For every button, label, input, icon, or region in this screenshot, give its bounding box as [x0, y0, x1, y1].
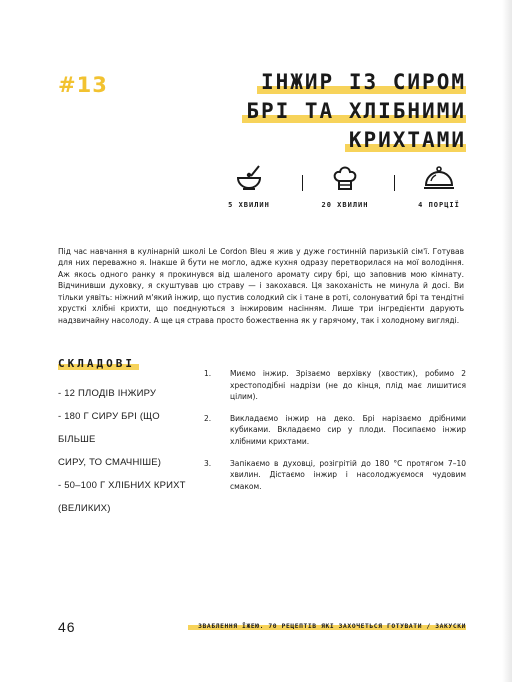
mixing-bowl-icon [234, 163, 264, 193]
step-item [204, 368, 466, 403]
cook-time [310, 163, 380, 209]
step-number: 1. [204, 369, 212, 378]
prep-time-label: 5 ХВИЛИН [228, 201, 270, 209]
prep-time [214, 163, 284, 209]
intro-paragraph: Під час навчання в кулінарній школі Le Cordon Bleu я жив у дуже гостинній паризькій сім'ї. Готував для них переважно я. Інакше й бути не могло, адже кухня одразу перетворилася на мої володіння. Аж якось одного ранку я прокинувся від шаленого аромату сиру брі, що заповнив мою кімнату. Відчинивши духовку, я скуштував цю страву — і закохався. Ця закоханість не минула й досі. Ви тільки уявіть: ніжний м'який інжир, що пустив солодкий сік і тане в роті, солонуватий брі та тендітні хрусткі хлібні крихти, що поєднуються з інжировим насінням. Лише три інгредієнти дарують надзвичайну насолоду. А ще ця страва просто божественна як у гарячому, так і холодному вигляді. [58, 246, 464, 326]
ingredient-line: - 12 ПЛОДІВ ІНЖИРУ [58, 388, 157, 399]
title-line-2: БРІ ТА ХЛІБНИМИ [166, 97, 466, 125]
ingredient-line: - 50–100 Г ХЛІБНИХ КРИХТ [58, 480, 186, 491]
running-title: ЗВАБЛЕННЯ ЇЖЕЮ. 70 РЕЦЕПТІВ ЯКІ ЗАХОЧЕТЬСЯ ГОТУВАТИ / ЗАКУСКИ [188, 623, 466, 630]
ingredient-line: СИРУ, ТО СМАЧНІШЕ) [58, 457, 162, 468]
servings-label: 4 ПОРЦІЇ [418, 201, 460, 209]
recipe-title [166, 68, 466, 155]
servings [404, 163, 474, 209]
ingredient-line: - 180 Г СИРУ БРІ (ЩО БІЛЬШЕ [58, 411, 160, 445]
page-edge-shadow [502, 0, 512, 682]
step-number: 2. [204, 413, 212, 423]
ingredients-list [58, 382, 198, 520]
steps-list [204, 368, 466, 502]
title-line-1: ІНЖИР ІЗ СИРОМ [166, 68, 466, 96]
recipe-number: #13 [58, 73, 108, 97]
meta-divider [302, 175, 303, 191]
step-item [204, 458, 466, 493]
page-number: 46 [58, 619, 76, 635]
cook-time-label: 20 ХВИЛИН [321, 201, 369, 209]
ingredients-heading: СКЛАДОВІ [58, 357, 139, 370]
step-text: Запікаємо в духовці, розігрітій до 180 °С протягом 7–10 хвилин. Дістаємо інжир і насолоджуємося чудовим смаком. [230, 458, 466, 491]
title-line-3: КРИХТАМИ [166, 126, 466, 154]
step-number: 3. [204, 458, 212, 468]
step-item [204, 413, 466, 448]
chef-hat-icon [330, 163, 360, 193]
ingredient-line: (ВЕЛИКИХ) [58, 503, 111, 514]
meta-divider [394, 175, 395, 191]
recipe-meta [222, 163, 466, 223]
step-text: Миємо інжир. Зрізаємо верхівку (хвостик), робимо 2 хрестоподібні надрізи (не до кінця, плід має лишитися цілим). [230, 369, 466, 402]
serving-cloche-icon [422, 163, 456, 193]
step-text: Викладаємо інжир на деко. Брі нарізаємо дрібними кубиками. Вкладаємо сир у плоди. Посипаємо інжир хлібними крихтами. [230, 413, 466, 446]
